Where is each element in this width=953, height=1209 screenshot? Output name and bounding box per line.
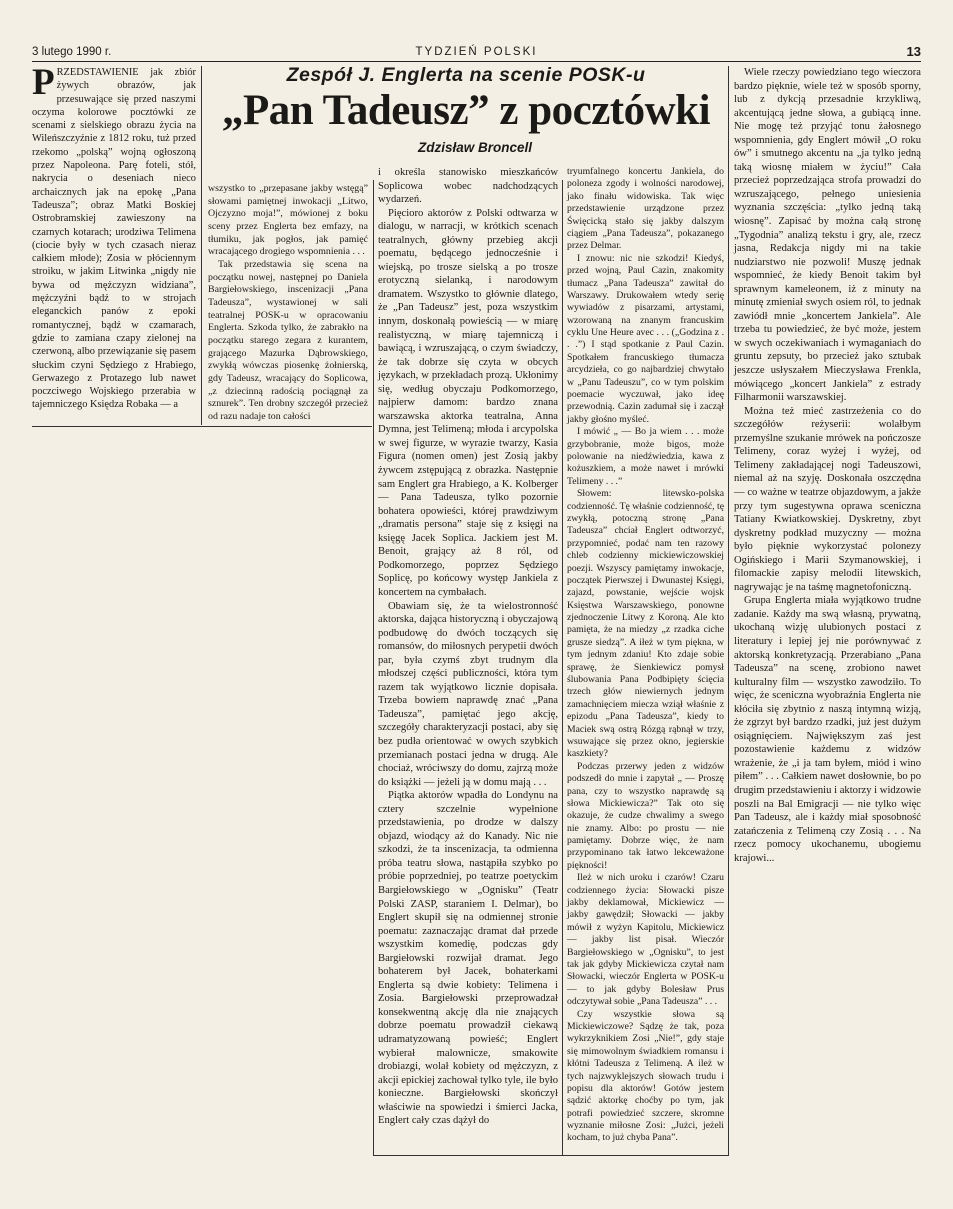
paragraph: tryumfalnego koncertu Jankiela, do poloneza zgody i wolności narodowej, jako finału widowiska. Tak więc przedstawienie urządzone przez Święcicką stało się jakby dalszym ciągiem „Pana Tadeusza”, pokazanego przez Delmar. [567,166,724,252]
paragraph: Grupa Englerta miała wyjątkowo trudne zadanie. Każdy ma swą własną, prywatną, ukochaną wizję ulubionych postaci z literatury i lepiej jej nie porównywać z aktorską konkretyzacją. Przerabiano „Pana Tadeusza” na scenę, zrobiono nawet kulturalny film — wszystko zawodziło. To więc, że sceniczna wyobraźnia Englerta nie kłóciła się zbytnio z naszą intymną wizją, że zgrzyt był bardzo rzadki, już jest dużym osiągnięciem. Największym zaś jest pozostawienie każdemu z widzów wrażenie, że „i ja tam byłem, miód i wino piłem” . . . Całkiem nawet dosłownie, bo po drugim przedstawieniu i aktorzy i widzowie poszli na Bal Emigracji — nie tylko więc Pan Tadeusz, ale i każdy miał sposobność zatańczenia z Telimeną czy Zosią . . . Na rzecz pomocy ukochanemu, ubogiemu krajowi... [734,595,921,864]
article-column-4 [567,166,724,1145]
column-rule-3 [728,66,729,1156]
article-byline: Zdzisław Broncell [417,140,533,155]
header-rule [32,61,921,62]
drop-cap: P [32,62,55,103]
column-rule-4 [562,180,563,1155]
paragraph: Piątka aktorów wpadła do Londynu na cztery szczelnie wypełnione przedstawienia, po drodze w dalszy objazd, wiodący aż do Kanady. Nic nie szkodzi, że ta inscenizacja, ta odmienna próba teatru słowa, nastąpiła szybko po próbie poprzedniej, po teatrze poetyckim Bargiełowskiego w „Ognisku” (Teatr Polski ZASP, staraniem I. Delmar), bo Englert skupił się na odmiennej stronie poematu: zaznaczając dramat dał przede wszystkim komedię, podczas gdy Bargiełowski rozwijał dramat. Jego bohaterem był Jacek, bohaterkami Englerta są dwie kobiety: Telimena i Zosia. Bargiełowski przeprowadzał konsekwentną akcję dla nie znających dobrze poematu prowadził ciekawą udramatyzowaną powieść; Englert wybierał malownicze, smakowite drobiazgi, wolał kobiety od mężczyzn, z akcji epickiej zachował tylko tyle, ile było konieczne. Bargiełowski skończył właściwie na spowiedzi i śmierci Jacka, Englert cały czas dążył do [378,790,558,1127]
article-kicker: Zespół J. Englerta na scenie POSK-u [286,64,646,86]
page-number: 13 [906,44,921,59]
paragraph: i określa stanowisko mieszkańców Soplicowa wobec nadchodzących wydarzeń. [378,167,558,206]
column-rule-1 [201,66,202,425]
paragraph: Tak przedstawia się scena na początku nowej, następnej po Daniela Bargiełowskiego, inscenizacji „Pana Tadeusza”, wystawionej w sali teatralnej POSK-u w opracowaniu Englerta. Szkoda tylko, że zabrakło na początku starego zegara z kurantem, grającego Mazurka Dąbrowskiego, zwykłą wówczas piosenkę żołnierską, gdy Tadeusz, wracający do Soplicowa, „z dziecinną radością pociągnął za sznurek”. Ten drobny szczegół przecież od razu nadaje ton całości [208,258,368,422]
paragraph: Można też mieć zastrzeżenia co do szczegółów reżyserii: wolałbym przemyślne szukanie mrówek na pończosze Telimeny, coraz wyżej i wyżej, od Telimeny zakładającej nogi Tadeuszowi, niemal aż na szyję. Doskonała oszczędna — co ważne w teatrze objazdowym, a jakże przy tym sugestywna oprawa sceniczna Tatiany Kwiatkowskiej. Dyskretny, zbyt dyskretny podkład muzyczny — można było pięknie wykorzystać polonezy Ogińskiego i Marii Szymanowskiej, i filomackie zapisy melodii litewskich, nagrywając je na taśmę magnetofoniczną. [734,405,921,593]
issue-date: 3 lutego 1990 r. [32,46,112,58]
article-end-rule [373,1155,729,1156]
paragraph: I mówić „ — Bo ja wiem . . . może grzybobranie, może bigos, może polowanie na niedźwiedzia, kawa z kożuszkiem, a może nawet i mrówki Telimeny . . .” [567,426,724,487]
column-1-end-rule [32,426,372,427]
paragraph: Obawiam się, że ta wielostronność aktorska, dająca historyczną i obyczajową podbudowę do dwóch toczących się romansów, do miłosnych perypetii dwóch par, była czymś zbyt trudnym dla młodszej części publiczności, która tym razem tak wyjątkowo licznie dopisała. Trzeba bowiem naprawdę znać „Pana Tadeusza”, pamiętać jego akcję, szczegóły charakteryzacji postaci, aby się bez pudła orientować w owych szybkich przemianach postaci jedna w drugą. Ale chociaż, wróciwszy do domu, zajrzą może do książki — jeżeli ją w domu mają . . . [378,600,558,788]
paragraph: PRZEDSTAWIENIE jak zbiór żywych obrazów, jak przesuwające się przed naszymi oczyma kolorowe pocztówki ze scenami z sielskiego obrazu życia na Wileńszczyźnie z 1812 roku, tuż przed rzekomo „polską” wojną ogłoszoną przez Napoleona. Parę foteli, stół, nakrycia o deseniach nieco archaicznych jak na epokę „Pana Tadeusza”; obraz Matki Boskiej Ostrobramskiej zawieszony na czarnych kotarach; urodziwa Telimena (ciocie były w tych czasach nieraz całkiem młode); Zosia w płóciennym stroiku, w jakim Litwinka „nigdy nie bywa od mężczyzn widziana”, mężczyźni bądź to w strojach eleganckich panów z epoki romantycznej, bądź w czamarach, gdzie to zamiana czapy zielonej na czerwoną, albo przewiązanie się pasem słuckim czyni Sędziego z Hrabiego, Gerwazego z Protazego lub nawet poczciwego Wojskiego przerabia w tajemniczego Księdza Robaka — a [32,62,196,411]
paragraph: wszystko to „przepasane jakby wstęgą” słowami pamiętnej inwokacji „Litwo, Ojczyzno moja!”, mówionej z boku sceny przez Englerta bez emfazy, na tłumiku, jak pogłos, jak pamięć wracającego drogiego wspomnienia . . . [208,183,368,258]
paragraph: Podczas przerwy jeden z widzów podszedł do mnie i zapytał „ — Proszę pana, czy to wszystko naprawdę są słowa Mickiewicza?” Tak oto się okazuje, że cudze chwalimy a swego nie znamy. Albo: po prostu — nie pamiętamy. Dobrze więc, że nam przypominano tak łatwo lekceważone piękności! [567,760,724,871]
article-column-2 [208,183,368,423]
publication-name: TYDZIEŃ POLSKI [415,46,538,58]
article-column-3 [378,166,558,1128]
paragraph: I znowu: nic nie szkodzi! Kiedyś, przed wojną, Paul Cazin, znakomity tłumacz „Pana Tadeusza” zawitał do Warszawy. Drukowałem wtedy serię wywiadów z pisarzami, artystami, wzorowaną na znanym francuskim cyklu Une Heure avec . . . („Godzina z . . .”) I stąd spotkanie z Paul Cazin. Spotkałem francuskiego tłumacza arcydzieła, co go najbardziej chwytało w „Panu Tadeuszu”, co w tym polskim poemacie wyczuwał, jako ideę przewodnią. Cazin zadumał się i zaczął jakby głośno myśleć. [567,252,724,425]
article-column-5 [734,66,921,865]
page-header [32,44,921,62]
paragraph: Pięcioro aktorów z Polski odtwarza w dialogu, w narracji, w krótkich scenach teatralnych, główny przebieg akcji poematu, będącego jednocześnie i wiejską, po trosze sielską a po trosze erotyczną sielanką, i narodowym dramatem. Wszystko to głównie dlatego, że „Pan Tadeusz” jest, poza wszystkim innym, doskonałą powieścią — w miarę realistyczną, w miarę tajemniczą i bawiącą, i wzruszającą, o czym świadczy, że tak dobrze się czyta w obcych językach, w przekładach prozą. Ukłonimy się, według obyczaju Podkomorzego, najpierw damom: bardzo znana warszawska aktorka teatralna, Anna Dymna, jest Telimeną; młoda i arcypolska w swej figurze, w wyrazie twarzy, Kasia Figura (nomen omen) jest Zosią jakby żywcem zstępującą z obrazka. Następnie sam Englert gra Hrabiego, a K. Kolberger — Pana Tadeusza, tylko pozornie bohatera opowieści, której prawdziwym „dramatis persona” staje się z księgi na księgę Jacek Soplica. Jackiem jest M. Benoit, grający aż 8 ról, od Podkomorzego, poprzez Sędziego Soplicę, po końcowy występ Jankiela z koncertem na cymbałach. [378,207,558,598]
article-column-1 [32,62,196,412]
column-rule-2 [373,180,374,1155]
article-headline: „Pan Tadeusz” z pocztówki [221,87,711,134]
paragraph: Czy wszystkie słowa są Mickiewiczowe? Sądzę że tak, poza wykrzyknikiem Zosi „Nie!”, gdy staje się mimowolnym świadkiem romansu i kłótni Tadeusza z Telimeną. A ileż w tych najzwyklejszych słowach trudu i popisu dla aktorów! Gotów jestem sądzić aktorkę choćby po tym, jak potrafi powiedzieć szczere, skromne wyznanie miłosne Zosi: „Jużci, jeżeli kocham, to już chyba Pana”. [567,1008,724,1144]
paragraph: Wiele rzeczy powiedziano tego wieczora bardzo pięknie, wiele też w sposób sporny, lub z dykcją przesadnie krzykliwą, akcentującą jedne słowa, a gubiącą inne. Nie mogę też przyjąć tonu żałosnego wspomnienia, gdy Englert mówił „O roku ów” i smutnego akcentu na „ja tylko jedną taką wiosnę miałem w życiu!” Cała przecież poprzedzająca strofa prowadzi do wzruszającego, pełnego uniesienia wyznania szczęścia: „tylko jedną taką wiosnę”. Zapisać by można całą stronę „Tygodnia” analizą tekstu i gry, ale, rzecz jasna, Redakcja nigdy mi na takie nudziarstwo nie pozwoli! Muszę jednak wspomnieć, że kiedy Benoit takim był sprawnym kameleonem, iż z minuty na minutę zmieniał swych osiem ról, to jednak zawiódł mnie „koncertem Jankiela”. Ale trzeba tu powiedzieć, że być może, jestem w swych oczekiwaniach i wymaganiach do gruntu zepsuty, bo przecież jako sztubak jeszcze usłyszałem Mieczysława Frenkla, mówiącego „koncert Jankiela” z estrady Filharmonii warszawskiej. [734,67,921,404]
paragraph: Słowem: litewsko-polska codzienność. Tę właśnie codzienność, tę zwykłą, potoczną stronę „Pana Tadeusza” chciał Englert odtworzyć, przypomnieć, podać nam ten razowy chleb codzienny mickiewiczowskiej poezji. Wszyscy pamiętamy inwokacje, początek Pierwszej i Dwunastej Księgi, zajazd, powstanie, wejście wojsk Księstwa Warszawskiego, ponowne zjednoczenie Litwy z Koroną. Ale kto pamięta, że na miedzy „z rzadka ciche grusze siedzą”. A iłeż w tym piękna, w tym jednym zdaniu! Kto zdaje sobie sprawę, że Sienkiewicz pomysł ślubowania Pana Podbipięty ścięcia trzech głów niewiernych jednym zamachnięciem miecza wziął właśnie z epizodu „Pana Tadeusza”, kiedy to Maciek swą ostrą Rózgą rąbnął w trzy, wsuwające się przez okno, jegierskie kaszkiety? [567,488,724,760]
paragraph: Ileż w nich uroku i czarów! Czaru codziennego życia: Słowacki pisze jakby deklamował, Mickiewicz — jakby gawędził; Słowacki — jakby mówił z wyżyn Kapitolu, Mickiewicz — jakby list pisał. Wieczór Bargiełowskiego w „Ognisku”, to jest tak jak gdyby Mickiewicza czytał nam Słowacki, wieczór Englerta w POSK-u — to jak gdyby Bolesław Prus odczytywał sobie „Pana Tadeusza” . . . [567,872,724,1008]
